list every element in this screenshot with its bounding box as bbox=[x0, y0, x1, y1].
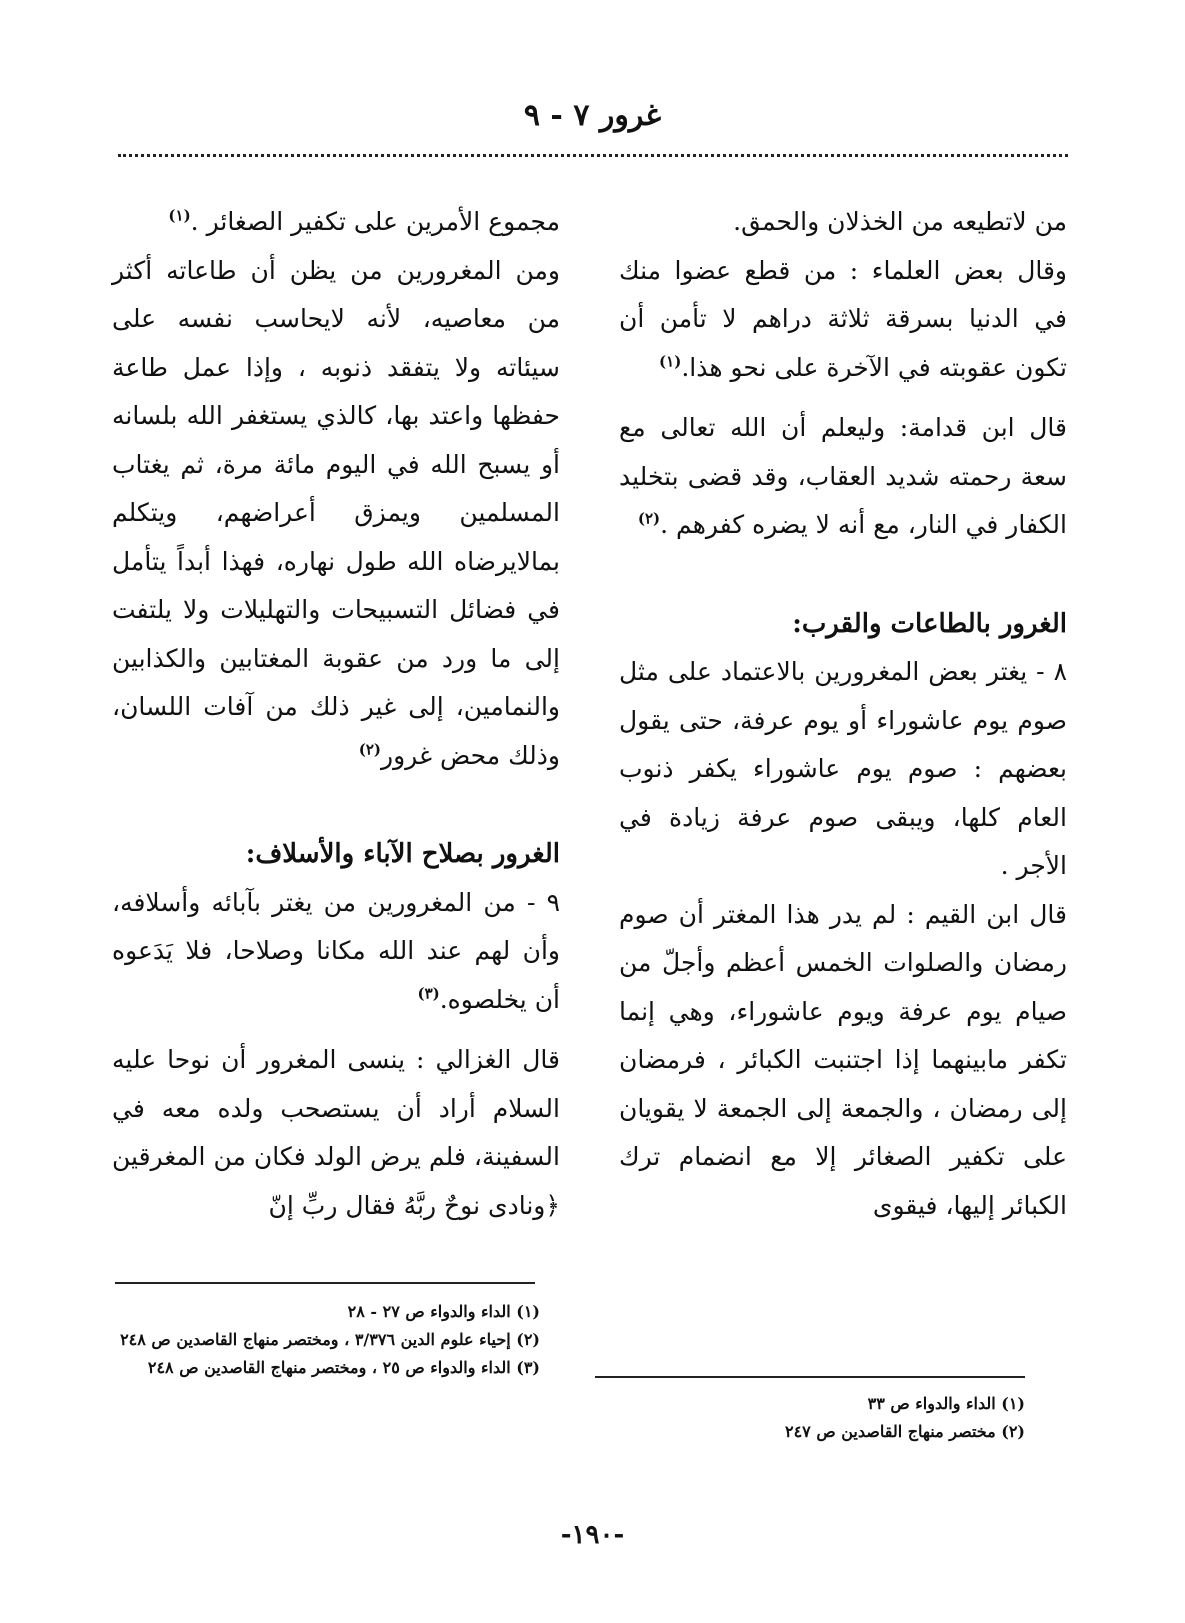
paragraph-text: قال ابن القيم : لم يدر هذا المغتر أن صوم رمضان والصلوات الخمس أعظم وأجلّ من صيام يوم عرفة ويوم عاشوراء، وهي إنما تكفر مابينهما إذا اجتنبت الكبائر ، فرمضان إلى رمضان ، والجمعة إلى الجمعة لا يقويان على تكفير الصغائر إلا مع انضمام ترك الكبائر إليها، فيقوى bbox=[619, 899, 1067, 1220]
right-column bbox=[619, 198, 1067, 1230]
paragraph bbox=[112, 879, 560, 1025]
paragraph bbox=[112, 247, 560, 781]
footnote-ref: (١) bbox=[659, 352, 682, 371]
footnote-rule bbox=[595, 1376, 1025, 1378]
paragraph bbox=[619, 404, 1067, 550]
paragraph bbox=[112, 1036, 560, 1230]
footnotes-right bbox=[595, 1390, 1025, 1446]
footnote-ref: (٣) bbox=[417, 984, 440, 1003]
footnote: (٣) الداء والدواء ص ٢٥ ، ومختصر منهاج القاصدين ص ٢٤٨ bbox=[147, 1358, 540, 1377]
paragraph bbox=[619, 648, 1067, 891]
paragraph-text: مجموع الأمرين على تكفير الصغائر . bbox=[190, 207, 560, 236]
footnote: (٢) إحياء علوم الدين ٣/٣٧٦ ، ومختصر منهاج القاصدين ص ٢٤٨ bbox=[120, 1330, 540, 1349]
paragraph-text: من لاتطيعه من الخذلان والحمق. bbox=[733, 207, 1067, 236]
page-number: -١٩٠- bbox=[560, 1520, 625, 1550]
left-column bbox=[112, 198, 560, 1230]
header-dotted-rule bbox=[118, 154, 1068, 157]
footnote-rule bbox=[115, 1282, 535, 1284]
footnote-ref: (٢) bbox=[358, 740, 382, 759]
paragraph bbox=[619, 198, 1067, 247]
paragraph-text: ومن المغرورين من يظن أن طاعاته أكثر من معاصيه، لأنه لايحاسب نفسه على سيئاته ولا يتفقد ذنوبه ، وإذا عمل طاعة حفظها واعتد بها، كالذي يستغفر الله بلسانه أو يسبح الله في اليوم مائة مرة، ثم يغتاب المسلمين ويمزق أعراضهم، ويتكلم بمالايرضاه الله طول نهاره، فهذا أبداً يتأمل في فضائل التسبيحات والتهليلات ولا يلتفت إلى ما ورد من عقوبة المغتابين والكذابين والنمامين، إلى غير ذلك من آفات اللسان، وذلك محض غرور bbox=[112, 255, 560, 770]
paragraph bbox=[619, 891, 1067, 1231]
section-heading: الغرور بالطاعات والقرب: bbox=[792, 608, 1067, 639]
paragraph bbox=[619, 247, 1067, 393]
spacer bbox=[112, 780, 560, 830]
spacer bbox=[112, 1024, 560, 1036]
spacer bbox=[619, 550, 1067, 600]
paragraph-text: قال الغزالي : ينسى المغرور أن نوحا عليه السلام أراد أن يستصحب ولده معه في السفينة، فلم يرض الولد فكان من المغرقين ﴿ونادى نوحٌ ربَّهُ فقال ربِّ إنّ bbox=[112, 1045, 560, 1220]
footnote: (٢) مختصر منهاج القاصدين ص ٢٤٧ bbox=[784, 1422, 1025, 1441]
spacer bbox=[619, 392, 1067, 404]
section-heading: الغرور بصلاح الآباء والأسلاف: bbox=[245, 839, 560, 869]
footnote: (١) الداء والدواء ص ٣٣ bbox=[867, 1394, 1025, 1413]
paragraph-text: ٩ - من المغرورين من يغتر بآبائه وأسلافه، وأن لهم عند الله مكانا وصلاحا، فلا يَدَعوه أن يخلصوه. bbox=[112, 887, 560, 1014]
footnote-ref: (١) bbox=[168, 206, 191, 225]
paragraph-text: وقال بعض العلماء : من قطع عضوا منك في الدنيا بسرقة ثلاثة دراهم لا تأمن أن تكون عقوبته في الآخرة على نحو هذا. bbox=[619, 255, 1067, 382]
paragraph-text: ٨ - يغتر بعض المغرورين بالاعتماد على مثل صوم يوم عاشوراء أو يوم عرفة، حتى يقول بعضهم : صوم يوم عاشوراء يكفر ذنوب العام كلها، ويبقى صوم عرفة زيادة في الأجر . bbox=[619, 657, 1067, 880]
running-header: غرور ٧ - ٩ bbox=[523, 98, 662, 133]
footnote: (١) الداء والدواء ص ٢٧ - ٢٨ bbox=[347, 1302, 540, 1321]
paragraph-text: قال ابن قدامة: وليعلم أن الله تعالى مع سعة رحمته شديد العقاب، وقد قضى بتخليد الكفار في النار، مع أنه لا يضره كفرهم . bbox=[619, 413, 1067, 539]
paragraph bbox=[112, 198, 560, 247]
footnote-ref: (٢) bbox=[637, 509, 661, 528]
footnotes-left bbox=[110, 1298, 540, 1382]
